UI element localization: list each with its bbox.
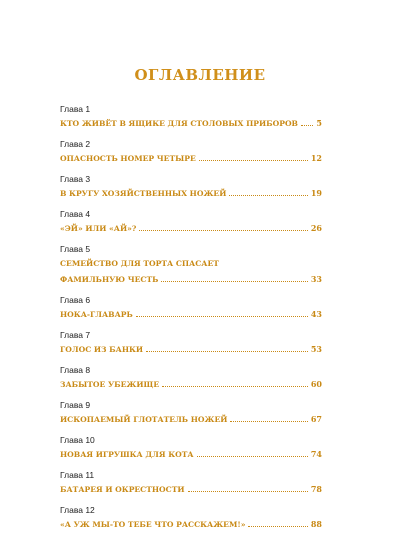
page-number: 26 [310, 223, 322, 233]
toc-entry-11 [60, 470, 322, 495]
chapter-title-line [60, 309, 322, 320]
dot-leader [230, 421, 307, 422]
toc-entry-10 [60, 435, 322, 460]
chapter-label: Глава 8 [60, 365, 91, 375]
chapter-title-line [60, 379, 322, 390]
chapter-title: НОКА-ГЛАВАРЬ [60, 310, 133, 319]
toc-entry-9 [60, 400, 322, 425]
page-number: 60 [310, 379, 322, 389]
dot-leader [199, 160, 308, 161]
dot-leader [197, 456, 308, 457]
chapter-title: «ЭЙ» ИЛИ «АЙ»? [60, 224, 137, 233]
page-title: ОГЛАВЛЕНИЕ [134, 66, 266, 84]
chapter-title: В КРУГУ ХОЗЯЙСТВЕННЫХ НОЖЕЙ [60, 189, 227, 198]
dot-leader [139, 230, 307, 231]
chapter-label: Глава 9 [60, 400, 91, 410]
chapter-title-line [60, 118, 322, 129]
table-of-contents [60, 104, 322, 540]
chapter-title: ФАМИЛЬНУЮ ЧЕСТЬ [60, 275, 159, 284]
dot-leader [146, 351, 308, 352]
chapter-title-line [60, 449, 322, 460]
toc-entry-6 [60, 295, 322, 320]
toc-entry-2 [60, 139, 322, 164]
dot-leader [188, 491, 308, 492]
dot-leader [229, 195, 307, 196]
chapter-label: Глава 6 [60, 295, 91, 305]
dot-leader [301, 125, 313, 126]
page-number: 78 [310, 484, 322, 494]
chapter-title: ОПАСНОСТЬ НОМЕР ЧЕТЫРЕ [60, 154, 196, 163]
toc-entry-8 [60, 365, 322, 390]
chapter-label: Глава 11 [60, 470, 95, 480]
page-number: 12 [310, 153, 322, 163]
chapter-title-line [60, 414, 322, 425]
page-number: 67 [310, 414, 322, 424]
page-number: 53 [310, 344, 322, 354]
chapter-title: НОВАЯ ИГРУШКА ДЛЯ КОТА [60, 450, 194, 459]
page-number: 19 [310, 188, 322, 198]
page-number: 43 [310, 309, 322, 319]
chapter-title-line [60, 519, 322, 530]
chapter-label: Глава 4 [60, 209, 91, 219]
toc-entry-12 [60, 505, 322, 530]
chapter-label: Глава 7 [60, 330, 91, 340]
chapter-label: Глава 2 [60, 139, 91, 149]
dot-leader [162, 386, 308, 387]
chapter-label: Глава 5 [60, 244, 91, 254]
chapter-title: ИСКОПАЕМЫЙ ГЛОТАТЕЛЬ НОЖЕЙ [60, 415, 228, 424]
chapter-label: Глава 10 [60, 435, 95, 445]
dot-leader [136, 316, 308, 317]
page-number: 74 [310, 449, 322, 459]
chapter-title-line [60, 274, 322, 285]
chapter-title: ГОЛОС ИЗ БАНКИ [60, 345, 144, 354]
chapter-title: БАТАРЕЯ И ОКРЕСТНОСТИ [60, 485, 185, 494]
chapter-title-line [60, 153, 322, 164]
chapter-label: Глава 3 [60, 174, 91, 184]
chapter-title: КТО ЖИВЁТ В ЯЩИКЕ ДЛЯ СТОЛОВЫХ ПРИБОРОВ [60, 119, 298, 128]
toc-entry-4 [60, 209, 322, 234]
dot-leader [248, 526, 307, 527]
chapter-label: Глава 12 [60, 505, 95, 515]
chapter-title-first-line: СЕМЕЙСТВО ДЛЯ ТОРТА СПАСАЕТ [60, 259, 219, 268]
page-number: 33 [310, 274, 322, 284]
chapter-title: «А УЖ МЫ-ТО ТЕБЕ ЧТО РАССКАЖЕМ!» [60, 520, 246, 529]
chapter-title-line [60, 344, 322, 355]
toc-entry-7 [60, 330, 322, 355]
page-number: 5 [316, 118, 322, 128]
chapter-title-line [60, 223, 322, 234]
toc-entry-5 [60, 244, 322, 285]
page-number: 88 [310, 519, 322, 529]
toc-entry-3 [60, 174, 322, 199]
chapter-label: Глава 1 [60, 104, 91, 114]
toc-entry-1 [60, 104, 322, 129]
dot-leader [161, 281, 307, 282]
chapter-title: ЗАБЫТОЕ УБЕЖИЩЕ [60, 380, 160, 389]
chapter-title-line [60, 484, 322, 495]
chapter-title-line [60, 188, 322, 199]
